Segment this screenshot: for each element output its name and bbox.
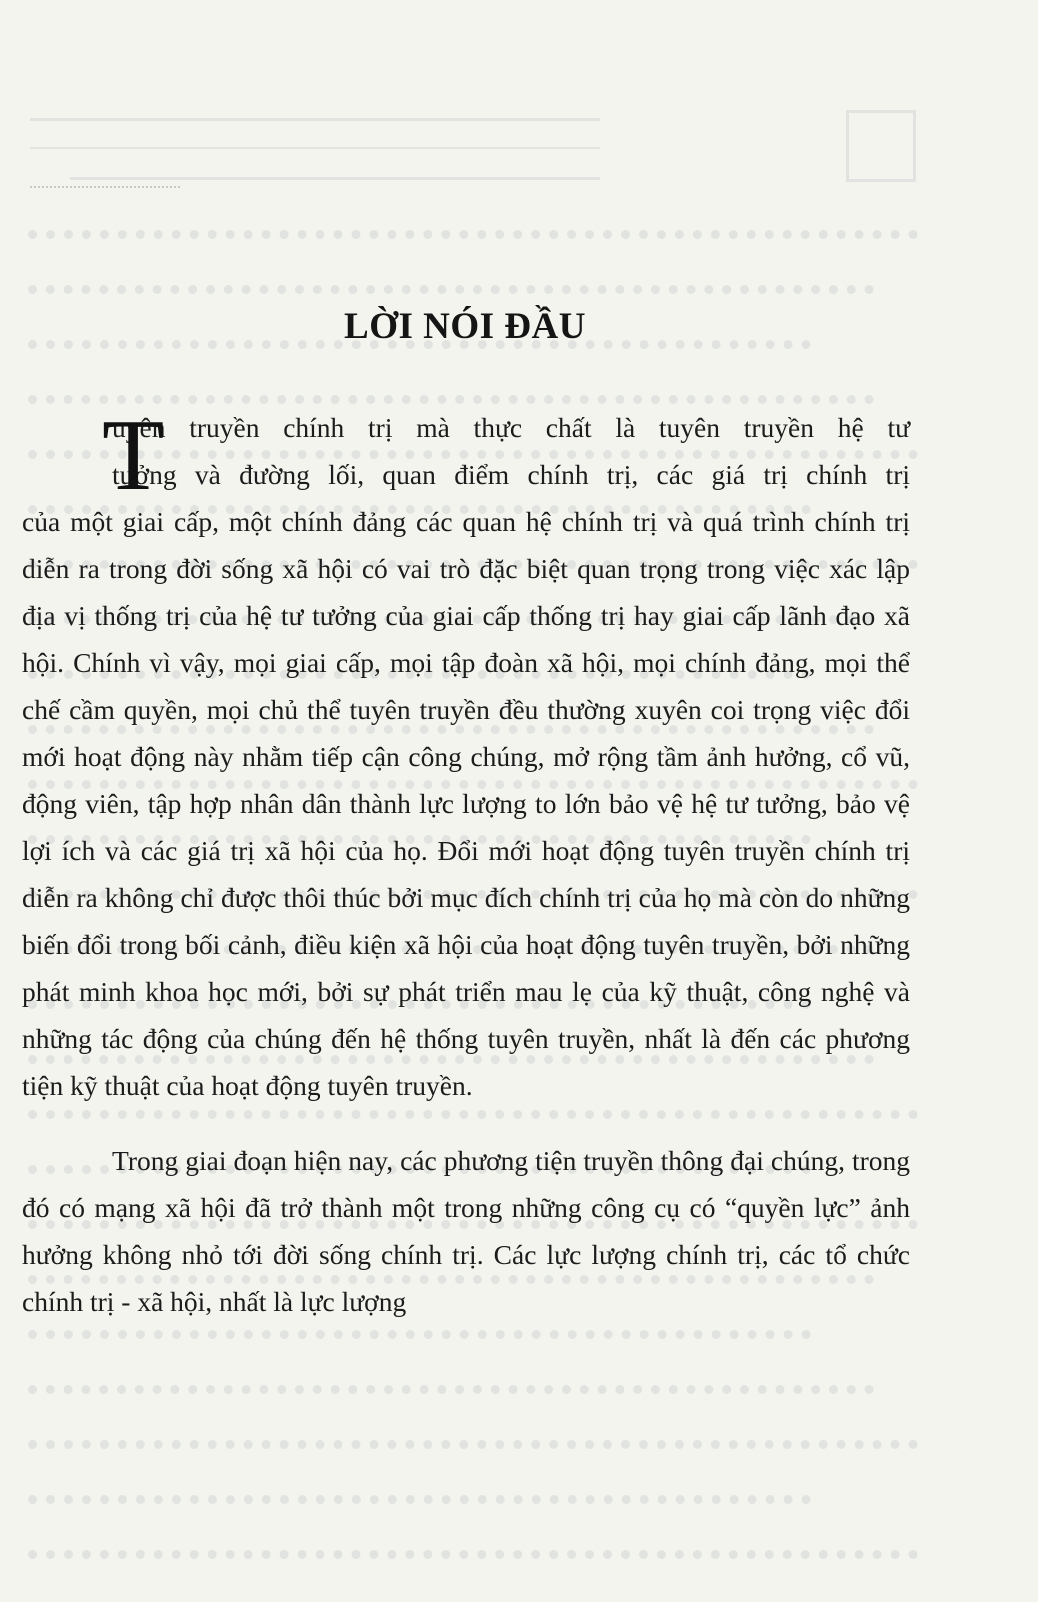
drop-cap: T [102, 399, 165, 512]
body-text [22, 399, 910, 1325]
paragraph-2: Trong giai đoạn hiện nay, các phương tiện truyền thông đại chúng, trong đó có mạng xã hội đã trở thành một trong những công cụ có “quyền lực” ảnh hưởng không nhỏ tới đời sống chính trị. Các lực lượng chính trị, các tổ chức chính trị - xã hội, nhất là lực lượng [22, 1145, 910, 1317]
paragraph-1-rest: của một giai cấp, một chính đảng các quan hệ chính trị và quá trình chính trị diễn ra trong đời sống xã hội có vai trò đặc biệt quan trọng trong việc xác lập địa vị thống trị của hệ tư tưởng của giai cấp thống trị hay giai cấp lãnh đạo xã hội. Chính vì vậy, mọi giai cấp, mọi tập đoàn xã hội, mọi chính đảng, mọi thể chế cầm quyền, mọi chủ thể tuyên truyền đều thường xuyên coi trọng việc đổi mới hoạt động này nhằm tiếp cận công chúng, mở rộng tầm ảnh hưởng, cổ vũ, động viên, tập hợp nhân dân thành lực lượng to lớn bảo vệ hệ tư tưởng, bảo vệ lợi ích và các giá trị xã hội của họ. Đổi mới hoạt động tuyên truyền chính trị diễn ra không chỉ được thôi thúc bởi mục đích chính trị của họ mà còn do những biến đổi trong bối cảnh, điều kiện xã hội của hoạt động tuyên truyền, bởi những phát minh khoa học mới, bởi sự phát triển mau lẹ của kỹ thuật, công nghệ và những tác động của chúng đến hệ thống tuyên truyền, nhất là đến các phương tiện kỹ thuật của hoạt động tuyên truyền. [22, 506, 910, 1101]
bleed-dotted-rule [30, 186, 180, 188]
paragraph-1-line-1: uyên truyền chính trị mà thực chất là tuyên truyền hệ tư [112, 412, 910, 443]
bleed-seal-mark [846, 110, 916, 182]
bleed-header-line [30, 118, 600, 149]
paragraph-1-line-2: tưởng và đường lối, quan điểm chính trị, các giá trị chính trị [112, 459, 910, 490]
page-title: LỜI NÓI ĐẦU [344, 306, 586, 347]
paragraph-1 [22, 399, 910, 1109]
bleed-header-line [70, 155, 600, 180]
